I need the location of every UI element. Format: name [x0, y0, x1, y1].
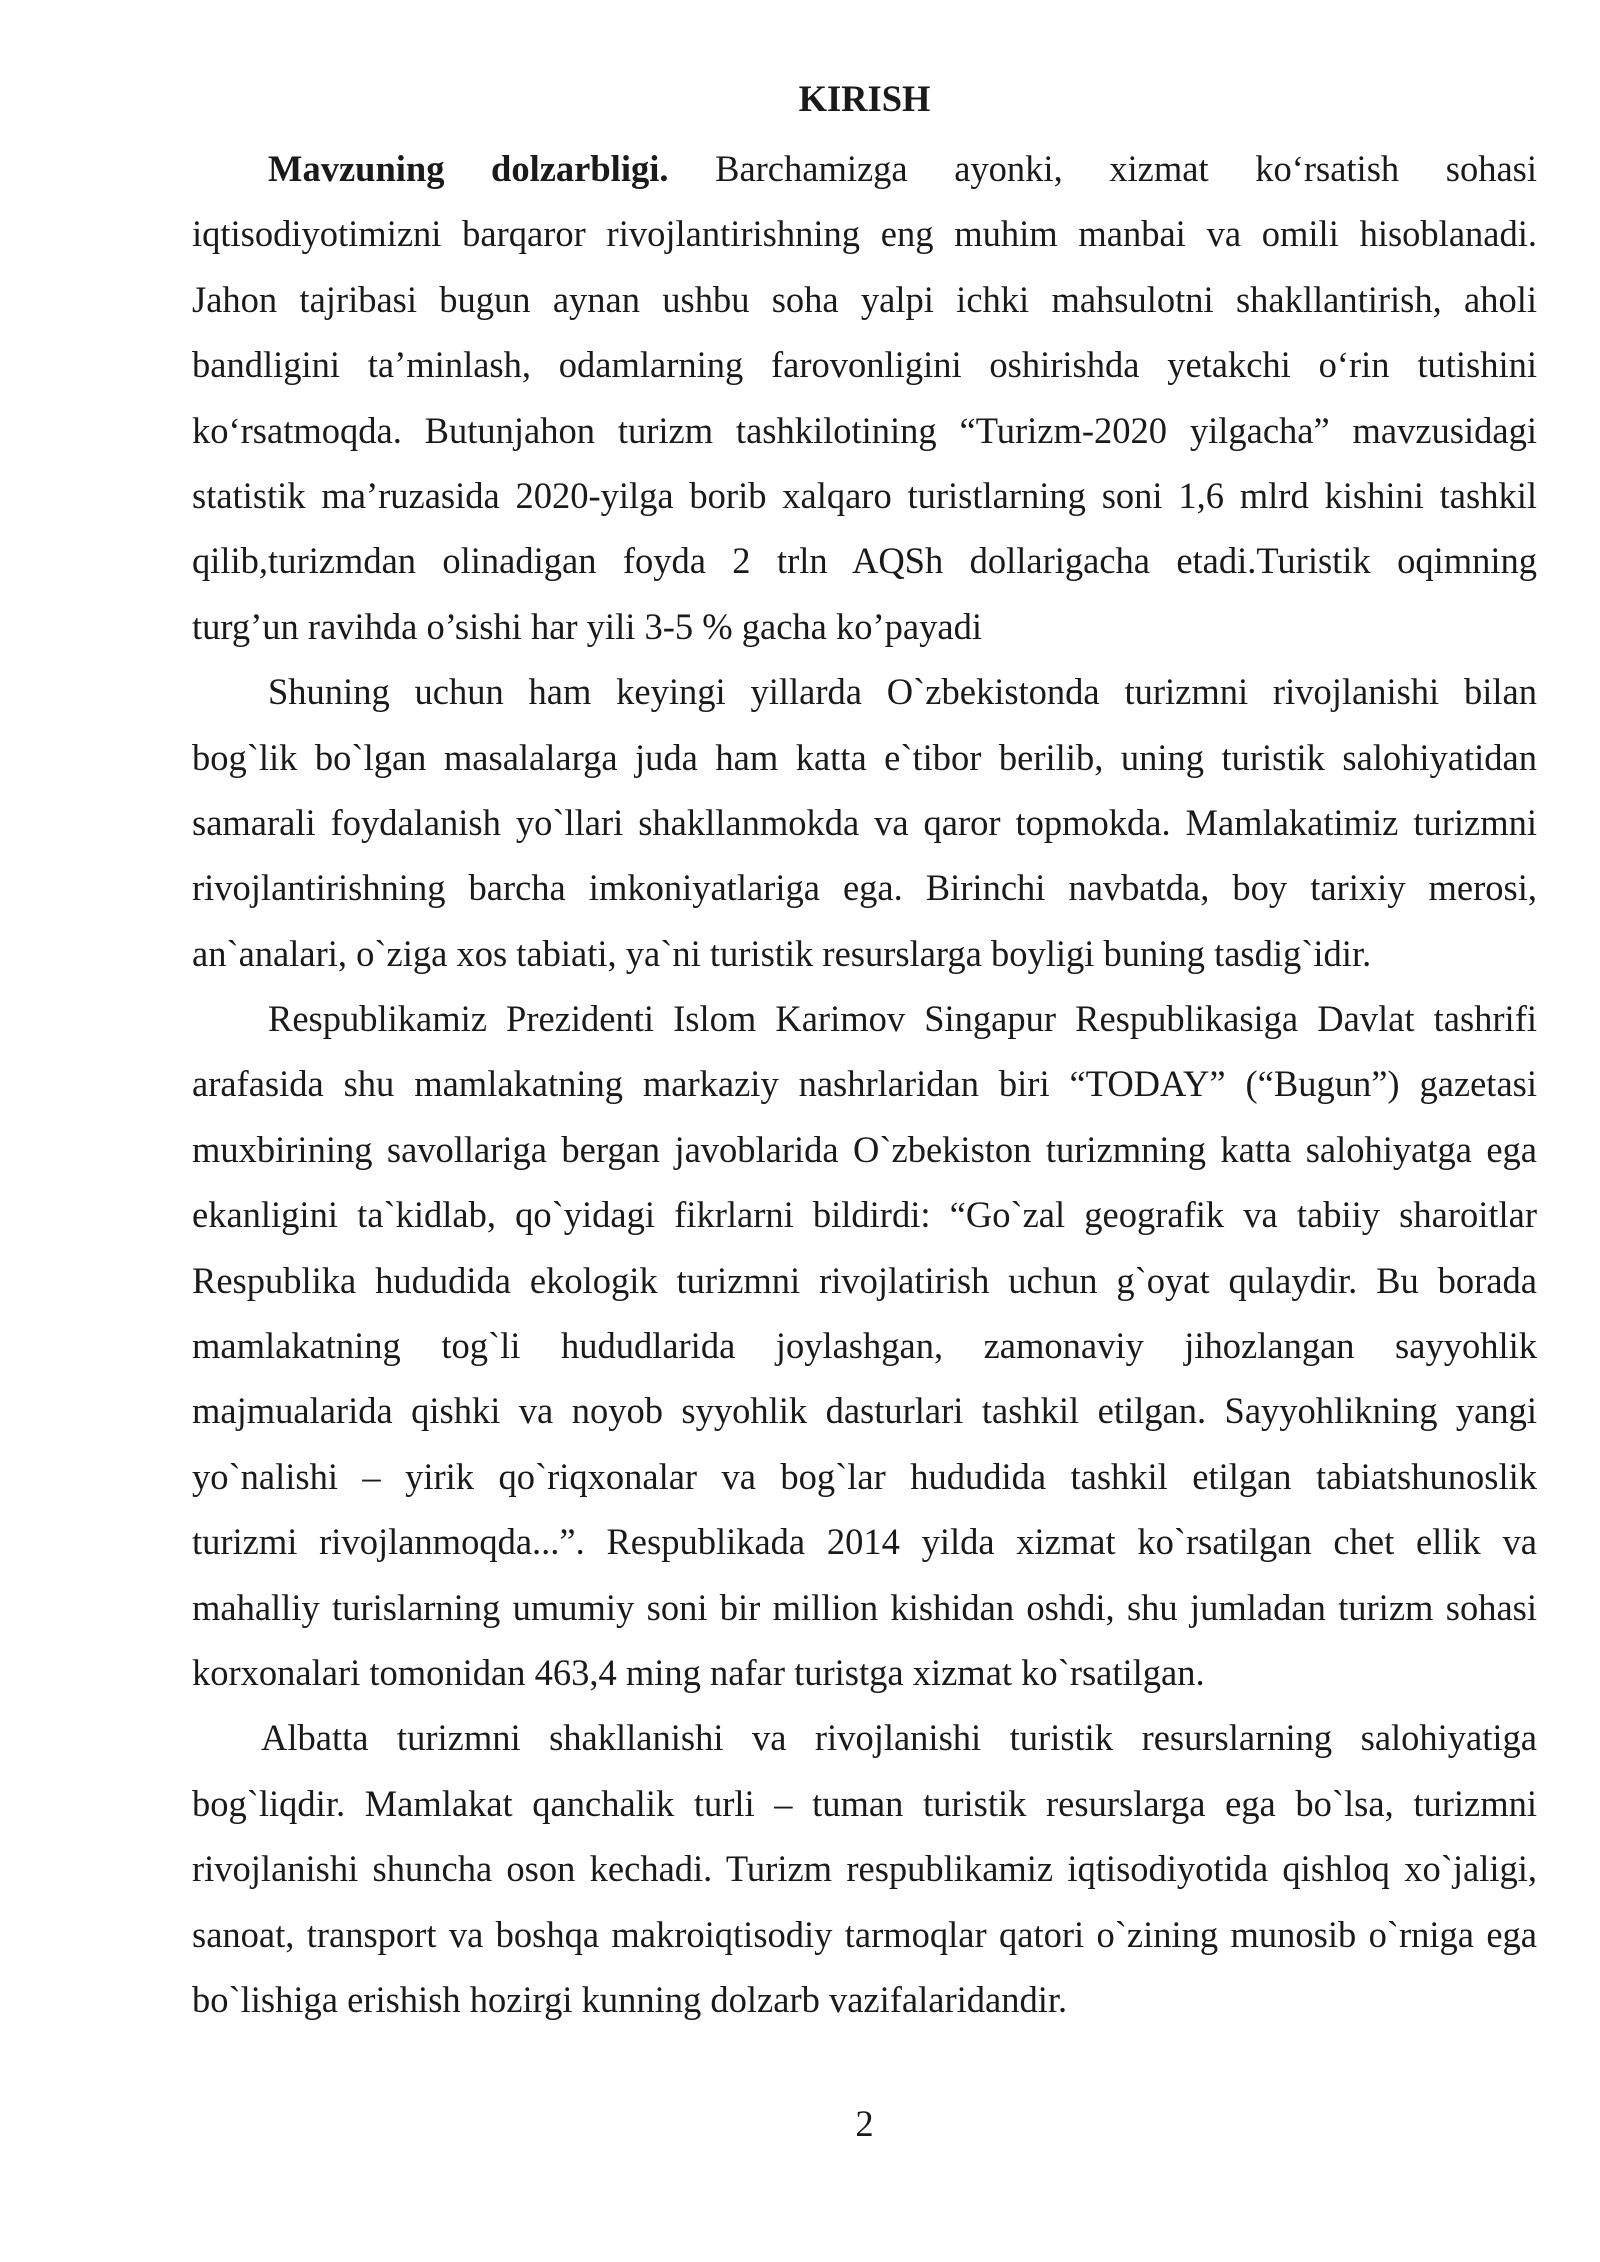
page-number: 2	[855, 2103, 874, 2144]
page-title: KIRISH	[798, 78, 931, 119]
paragraph-line: turg’un ravihda o’sishi har yili 3-5 % gacha ko’payadi	[192, 605, 982, 647]
paragraph-line: bo`lishiga erishish hozirgi kunning dolzarb vazifalaridandir.	[192, 1978, 1068, 2020]
paragraph-line: sanoat, transport va boshqa makroiqtisodiy tarmoqlar qatori o`zining munosib o`rniga ega	[192, 1913, 1537, 1955]
paragraph-line: bog`liqdir. Mamlakat qanchalik turli – tuman turistik resurslarga ega bo`lsa, turizmni	[192, 1782, 1537, 1824]
paragraph-line: muxbirining savollariga bergan javoblarida O`zbekiston turizmning katta salohiyatga ega	[192, 1128, 1537, 1170]
paragraph-line: Albatta turizmni shakllanishi va rivojlanishi turistik resurslarning salohiyatiga	[261, 1717, 1537, 1759]
paragraph-line: samarali foydalanish yo`llari shakllanmokda va qaror topmokda. Mamlakatimiz turizmni	[192, 801, 1537, 843]
paragraph-line: mahalliy turislarning umumiy soni bir million kishidan oshdi, shu jumladan turizm sohasi	[192, 1586, 1537, 1628]
paragraph-line: bog`lik bo`lgan masalalarga juda ham katta e`tibor berilib, uning turistik salohiyatidan	[192, 736, 1537, 778]
document-body	[192, 136, 1537, 2032]
paragraph-line: Respublika hududida ekologik turizmni rivojlatirish uchun g`oyat qulaydir. Bu borada	[192, 1259, 1537, 1301]
paragraph-line: majmualarida qishki va noyob syyohlik dasturlari tashkil etilgan. Sayyohlikning yangi	[192, 1390, 1537, 1432]
paragraph-line: turizmi rivojlanmoqda...”. Respublikada 2014 yilda xizmat ko`rsatilgan chet ellik va	[192, 1521, 1537, 1563]
paragraph-line: Shuning uchun ham keyingi yillarda O`zbekistonda turizmni rivojlanishi bilan	[268, 671, 1537, 713]
paragraph	[192, 1705, 1537, 2032]
paragraph-line: an`analari, o`ziga xos tabiati, ya`ni turistik resurslarga boyligi buning tasdig`idir.	[192, 932, 1372, 974]
paragraph-line: rivojlantirishning barcha imkoniyatlariga ega. Birinchi navbatda, boy tarixiy merosi,	[192, 867, 1537, 909]
paragraph	[192, 986, 1537, 1705]
paragraph-relevance	[192, 136, 1537, 659]
paragraph-line: Jahon tajribasi bugun aynan ushbu soha yalpi ichki mahsulotni shakllantirish, aholi	[192, 278, 1537, 320]
paragraph	[192, 659, 1537, 986]
paragraph-line: iqtisodiyotimizni barqaror rivojlantirishning eng muhim manbai va omili hisoblanadi.	[192, 213, 1537, 255]
paragraph-line: arafasida shu mamlakatning markaziy nashrlaridan biri “TODAY” (“Bugun”) gazetasi	[192, 1063, 1537, 1105]
paragraph-line: yo`nalishi – yirik qo`riqxonalar va bog`lar hududida tashkil etilgan tabiatshunoslik	[192, 1455, 1537, 1497]
paragraph-line: korxonalari tomonidan 463,4 ming nafar turistga xizmat ko`rsatilgan.	[192, 1651, 1205, 1693]
paragraph-line: statistik ma’ruzasida 2020-yilga borib xalqaro turistlarning soni 1,6 mlrd kishini tashkil	[192, 474, 1537, 516]
paragraph-line: qilib,turizmdan olinadigan foyda 2 trln AQSh dollarigacha etadi.Turistik oqimning	[192, 540, 1537, 582]
paragraph-line	[192, 136, 1537, 201]
lead-phrase: Mavzuning dolzarbligi.	[268, 148, 669, 189]
paragraph-line: ekanligini ta`kidlab, qo`yidagi fikrlarni bildirdi: “Go`zal geografik va tabiiy sharoitlar	[192, 1194, 1537, 1236]
line-text: Barchamizga ayonki, xizmat ko‘rsatish sohasi	[715, 148, 1538, 189]
paragraph-line: bandligini ta’minlash, odamlarning farovonligini oshirishda yetakchi o‘rin tutishini	[192, 344, 1537, 386]
paragraph-line: mamlakatning tog`li hududlarida joylashgan, zamonaviy jihozlangan sayyohlik	[192, 1325, 1537, 1367]
paragraph-line: ko‘rsatmoqda. Butunjahon turizm tashkilotining “Turizm-2020 yilgacha” mavzusidagi	[192, 409, 1537, 451]
paragraph-line: Respublikamiz Prezidenti Islom Karimov Singapur Respublikasiga Davlat tashrifi	[268, 998, 1537, 1040]
paragraph-line: rivojlanishi shuncha oson kechadi. Turizm respublikamiz iqtisodiyotida qishloq xo`jaligi,	[192, 1848, 1537, 1890]
